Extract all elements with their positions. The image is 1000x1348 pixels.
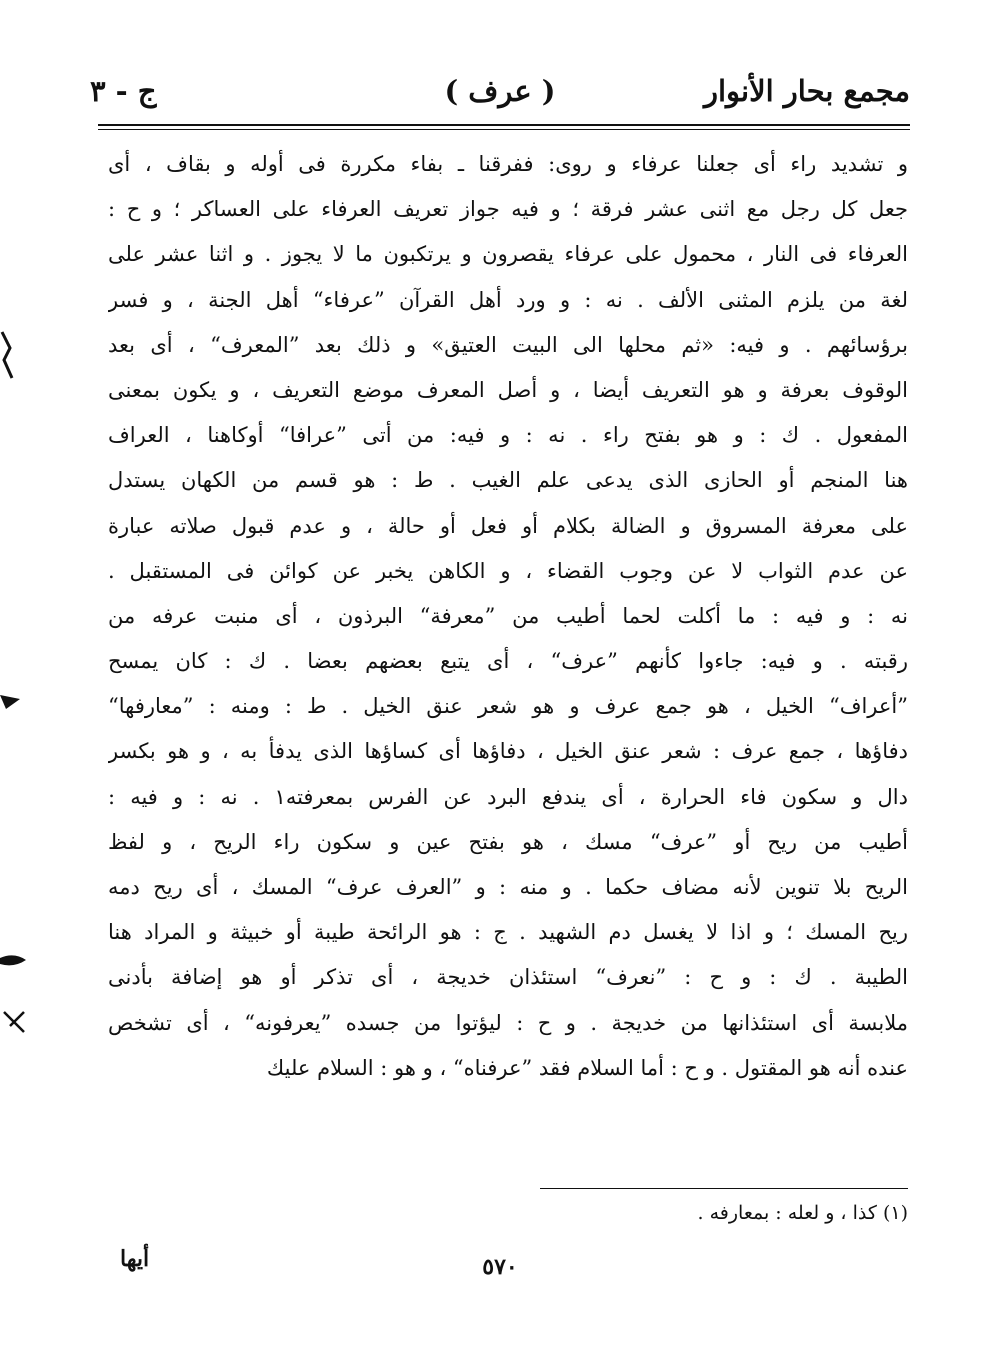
volume-number: ج - ٣ — [90, 74, 157, 108]
header-rule-thin — [98, 129, 910, 130]
margin-mark-icon — [0, 950, 28, 972]
margin-mark-icon — [2, 1010, 28, 1036]
text-line: الوقوف بعرفة و هو التعريف أيضا ، و أصل المعرف موضع التعريف ، و يكون بمعنى — [108, 377, 908, 402]
page-number: ٥٧٠ — [482, 1254, 518, 1280]
text-line: المفعول . ك : و هو بفتح راء . نه : و فيه: من أتى ”عرافا“ أوكاهنا ، العراف — [108, 423, 908, 448]
catchword: أيها — [120, 1246, 150, 1272]
text-line: عن عدم الثواب لا عن وجوب القضاء ، و الكاهن يخبر عن كوائن فى المستقبل . — [108, 558, 908, 583]
text-line: ملابسة أى استئذانها من خديجة . و ح : ليؤتوا من جسده ”يعرفونه“ ، أى تشخص — [108, 1010, 908, 1035]
text-line: نه : و فيه : ما أكلت لحما أطيب من ”معرفة“ البرذون ، أى منبت عرفه من — [108, 603, 908, 628]
text-line: دفاؤها ، جمع عرف : شعر عنق الخيل ، دفاؤها أى كساؤها الذى يدفأ به ، و هو بكسر — [108, 739, 908, 764]
text-line: برؤسائهم . و فيه: «ثم محلها الى البيت العتيق» و ذلك بعد ”المعرف“ ، أى بعد — [108, 332, 908, 357]
book-title: مجمع بحار الأنوار — [704, 74, 910, 108]
text-line: العرفاء فى النار ، محمول على عرفاء يقصرون و يرتكبون ما لا يجوز . و اثنا عشر على — [108, 242, 908, 267]
text-line: و تشديد راء أى جعلنا عرفاء و روى: ففرقنا ـ بفاء مكررة فى أوله و بقاف ، أى — [108, 152, 908, 176]
text-line: لغة من يلزم المثنى الألف . نه : و ورد أهل القرآن ”عرفاء“ أهل الجنة ، و فسر — [108, 287, 908, 312]
text-line: أطيب من ريح أو ”عرف“ مسك ، هو بفتح عين و سكون راء الريح ، و لفظ — [108, 829, 908, 854]
text-line: على معرفة المسروق و الضالة بكلام أو فعل أو حالة ، و عدم قبول صلاته عبارة — [108, 513, 908, 538]
text-line: هنا المنجم أو الحازى الذى يدعى علم الغيب . ط : هو قسم من الكهان يستدل — [108, 468, 908, 493]
entry-word: ( عرف ) — [444, 74, 556, 108]
text-line: دال و سكون فاء الحرارة ، أى يندفع البرد عن الفرس بمعرفته١ . نه : و فيه : — [108, 784, 908, 809]
text-line: الريح بلا تنوين لأنه مضاف حكما . و منه : و ”العرف عرف“ المسك ، أى ريح دمه — [108, 875, 908, 899]
footnote: (١) كذا ، و لعله : بمعارفه . — [697, 1202, 908, 1224]
margin-mark-icon — [0, 685, 24, 715]
text-line: رقبته . و فيه: جاءوا كأنهم ”عرف“ ، أى يتبع بعضهم بعضا . ك : كان يمسح — [108, 649, 908, 674]
header-rule — [98, 124, 910, 126]
main-text — [108, 142, 908, 1091]
text-line: ”أعراف“ الخيل ، هو جمع عرف و هو شعر عنق الخيل . ط : ومنه : ”معارفها“ — [108, 694, 908, 719]
text-line: الطيبة . ك : و ح : ”نعرف“ استئذان خديجة ، أى تذكر أو هو إضافة بأدنى — [108, 965, 908, 990]
footnote-rule — [540, 1188, 908, 1189]
margin-mark-icon — [0, 330, 16, 390]
text-line: ريح المسك ؛ و اذا لا يغسل دم الشهيد . ج : هو الرائحة طيبة أو خبيثة و المراد هنا — [108, 920, 908, 945]
text-line: عنده أنه هو المقتول . و ح : أما السلام فقد ”عرفناه“ ، و هو : السلام عليك — [266, 1055, 908, 1080]
running-header — [90, 74, 910, 120]
text-line: جعل كل رجل مع اثنى عشر فرقة ؛ و فيه جواز تعريف العرفاء على العساكر ؛ و ح : — [108, 197, 908, 222]
